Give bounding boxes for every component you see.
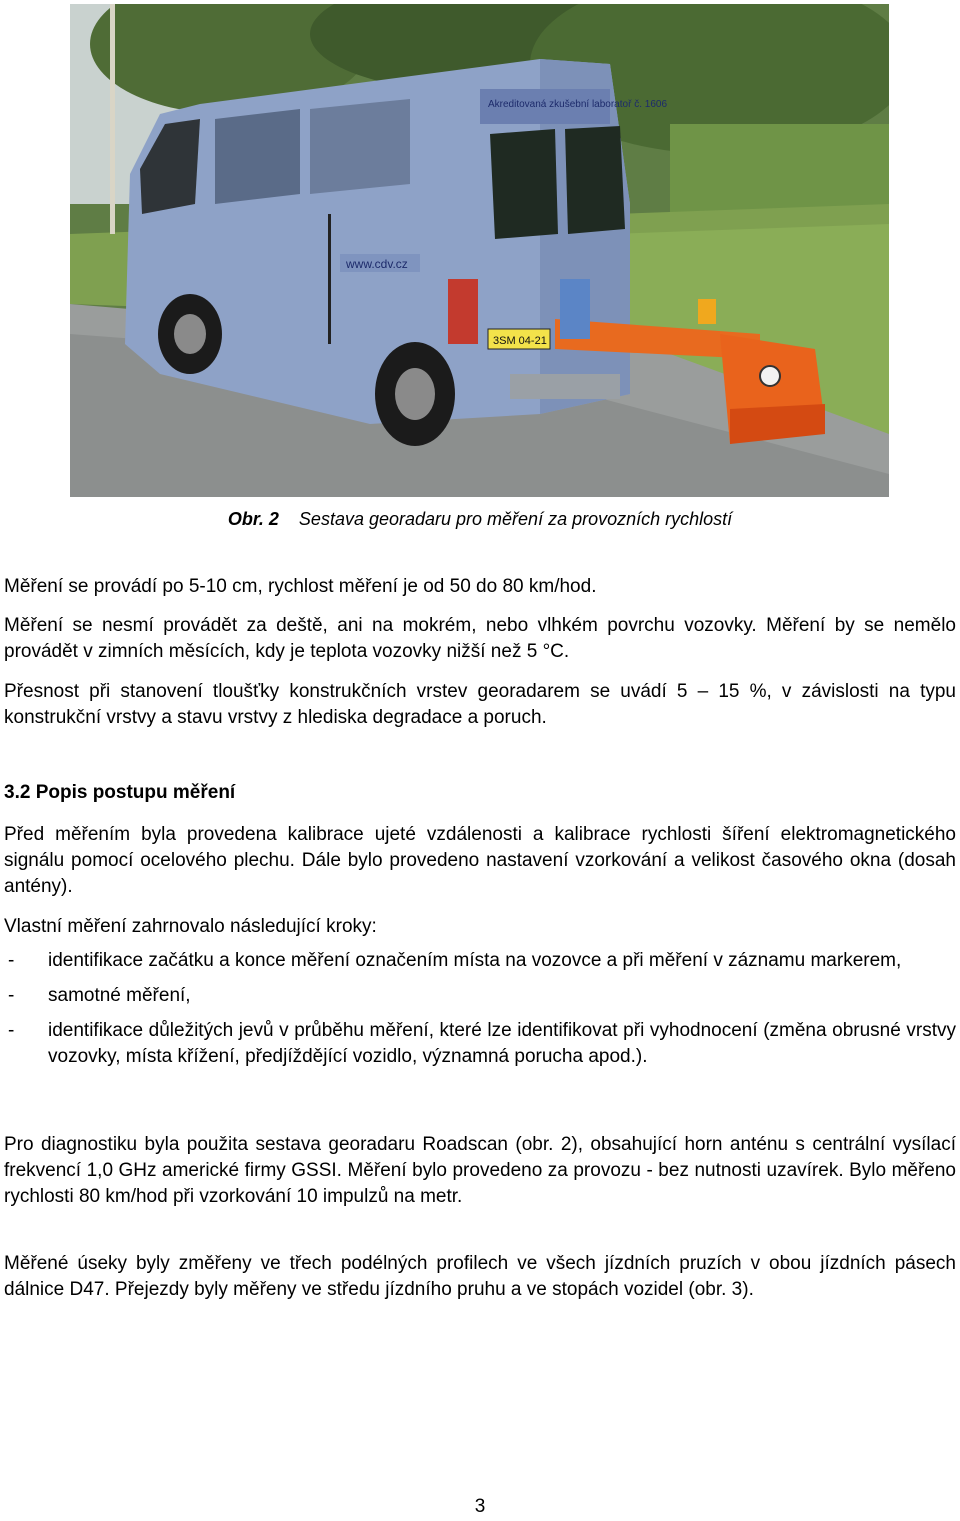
- paragraph-weather-conditions: Měření se nesmí provádět za deště, ani na mokrém, nebo vlhkém povrchu vozovky. Měření by se nemělo provádět v zimních měsících, kdy je teplota vozovky nižší než 5 °C.: [4, 615, 956, 662]
- figure-caption: [0, 509, 960, 530]
- licence-plate: 3SM 04-21: [493, 335, 547, 347]
- page-number: 3: [474, 1496, 486, 1517]
- section-heading: 3.2 Popis postupu měření: [4, 782, 236, 803]
- paragraph-measured-sections: Měřené úseky byly změřeny ve třech podélných profilech ve všech jízdních pruzích v obou jízdních pásech dálnice D47. Přejezdy byly měřeny ve středu jízdního pruhu a ve stopách vozidel (obr. 3).: [4, 1253, 956, 1300]
- figure-caption-label: Obr. 2: [227, 509, 279, 529]
- list-item: [4, 983, 956, 1009]
- list-item-text: identifikace důležitých jevů v průběhu měření, které lze identifikovat při vyhodnocení (změna obrusné vrstvy vozovky, místa křížení, předjíždějící vozidlo, významná porucha apod.).: [48, 1020, 956, 1067]
- list-dash: -: [8, 950, 15, 971]
- van-side-label: Akreditovaná zkušební laboratoř č. 1606: [488, 99, 667, 110]
- list-item: [4, 1018, 956, 1070]
- list-item-text: identifikace začátku a konce měření označením místa na vozovce a při měření v záznamu markerem,: [48, 950, 902, 971]
- list-dash: -: [8, 1020, 15, 1041]
- paragraph-steps-intro: Vlastní měření zahrnovalo následující kroky:: [4, 916, 377, 937]
- paragraph-equipment: Pro diagnostiku byla použita sestava georadaru Roadscan (obr. 2), obsahující horn anténu s centrální vysílací frekvencí 1,0 GHz americké firmy GSSI. Měření bylo provedeno za provozu - bez nutnosti uzavírek. Bylo měřeno rychlosti 80 km/hod při vzorkování 10 impulzů na metr.: [4, 1134, 956, 1207]
- van-with-georadar-image: [70, 4, 889, 497]
- figure-photo: [70, 4, 889, 497]
- paragraph-measurement-step: Měření se provádí po 5-10 cm, rychlost měření je od 50 do 80 km/hod.: [4, 576, 597, 597]
- list-item-text: samotné měření,: [48, 985, 191, 1006]
- list-item: [4, 948, 956, 974]
- paragraph-calibration: Před měřením byla provedena kalibrace ujeté vzdálenosti a kalibrace rychlosti šíření elektromagnetického signálu pomocí ocelového plechu. Dále bylo provedeno nastavení vzorkování a velikost časového okna (dosah antény).: [4, 824, 956, 897]
- van-web-address: www.cdv.cz: [346, 257, 408, 271]
- list-dash: -: [8, 985, 15, 1006]
- figure-caption-text: Sestava georadaru pro měření za provozních rychlostí: [298, 509, 733, 529]
- paragraph-accuracy: Přesnost při stanovení tloušťky konstrukčních vrstev georadarem se uvádí 5 – 15 %, v závislosti na typu konstrukční vrstvy a stavu vrstvy z hlediska degradace a poruch.: [4, 681, 956, 728]
- steps-list: [4, 948, 956, 1079]
